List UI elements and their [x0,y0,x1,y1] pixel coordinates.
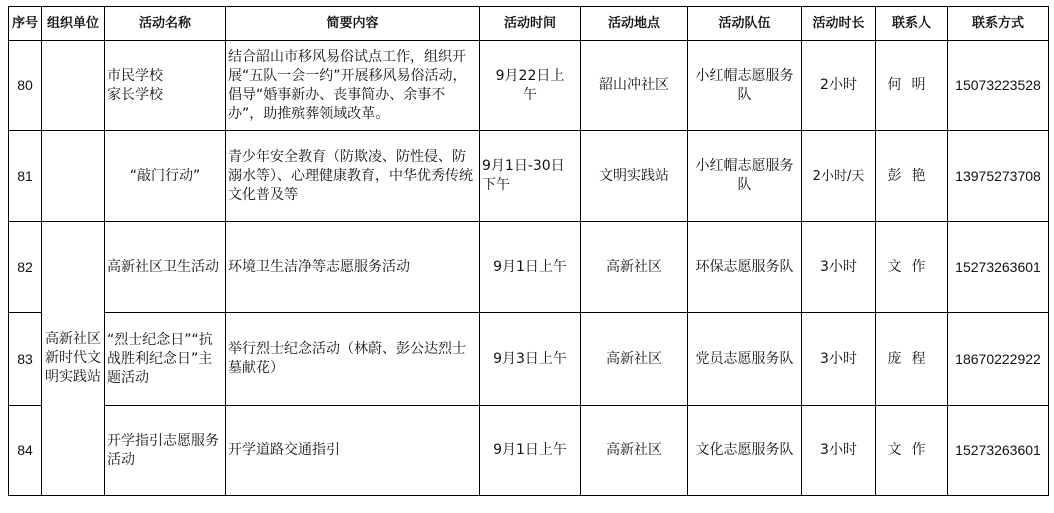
cell-name: 高新社区卫生活动 [105,222,226,313]
cell-content: 举行烈士纪念活动（林蔚、彭公达烈士墓献花） [226,313,480,406]
cell-seq: 84 [9,406,42,496]
cell-phone: 13975273708 [948,131,1049,222]
header-org: 组织单位 [42,7,105,41]
cell-phone: 15273263601 [948,222,1049,313]
cell-seq: 82 [9,222,42,313]
header-row [9,7,1049,41]
cell-contact: 彭艳 [876,131,948,222]
cell-content: 结合韶山市移风易俗试点工作，组织开展“五队一会一约”开展移风易俗活动，倡导“婚事新办、丧事简办、余事不办”，助推殡葬领域改革。 [226,41,480,131]
cell-duration: 2小时 [802,41,876,131]
cell-phone: 18670222922 [948,313,1049,406]
cell-contact: 何明 [876,41,948,131]
header-name: 活动名称 [105,7,226,41]
cell-phone: 15273263601 [948,406,1049,496]
table-row [9,406,1049,496]
cell-time: 9月22日上午 [480,41,581,131]
cell-duration: 3小时 [802,406,876,496]
header-seq: 序号 [9,7,42,41]
cell-name: 开学指引志愿服务活动 [105,406,226,496]
cell-name: 市民学校 家长学校 [105,41,226,131]
table-row [9,222,1049,313]
cell-org-unit: 高新社区新时代文明实践站 [42,222,105,496]
cell-time: 9月1日-30日下午 [480,131,581,222]
table-row [9,41,1049,131]
cell-team: 环保志愿服务队 [688,222,802,313]
table-row [9,131,1049,222]
cell-org-blank [42,131,105,222]
cell-content: 开学道路交通指引 [226,406,480,496]
header-team: 活动队伍 [688,7,802,41]
cell-team: 党员志愿服务队 [688,313,802,406]
cell-seq: 80 [9,41,42,131]
cell-time: 9月1日上午 [480,406,581,496]
cell-place: 高新社区 [581,222,688,313]
cell-phone: 15073223528 [948,41,1049,131]
header-contact: 联系人 [876,7,948,41]
cell-content: 青少年安全教育（防欺凌、防性侵、防溺水等）、心理健康教育，中华优秀传统文化普及等 [226,131,480,222]
cell-time: 9月3日上午 [480,313,581,406]
cell-org-blank [42,41,105,131]
cell-team: 小红帽志愿服务队 [688,41,802,131]
cell-team: 小红帽志愿服务队 [688,131,802,222]
cell-name: “烈士纪念日”“抗战胜利纪念日”主题活动 [105,313,226,406]
cell-content: 环境卫生洁净等志愿服务活动 [226,222,480,313]
cell-duration: 2小时/天 [802,131,876,222]
cell-duration: 3小时 [802,222,876,313]
cell-place: 高新社区 [581,406,688,496]
cell-name: “敲门行动” [105,131,226,222]
header-content: 简要内容 [226,7,480,41]
cell-time: 9月1日上午 [480,222,581,313]
cell-seq: 83 [9,313,42,406]
cell-duration: 3小时 [802,313,876,406]
cell-team: 文化志愿服务队 [688,406,802,496]
header-duration: 活动时长 [802,7,876,41]
header-time: 活动时间 [480,7,581,41]
cell-contact: 文作 [876,406,948,496]
header-place: 活动地点 [581,7,688,41]
cell-contact: 庞程 [876,313,948,406]
activity-table [8,6,1049,496]
header-phone: 联系方式 [948,7,1049,41]
table-row [9,313,1049,406]
cell-contact: 文作 [876,222,948,313]
cell-place: 韶山冲社区 [581,41,688,131]
cell-place: 高新社区 [581,313,688,406]
cell-place: 文明实践站 [581,131,688,222]
cell-seq: 81 [9,131,42,222]
